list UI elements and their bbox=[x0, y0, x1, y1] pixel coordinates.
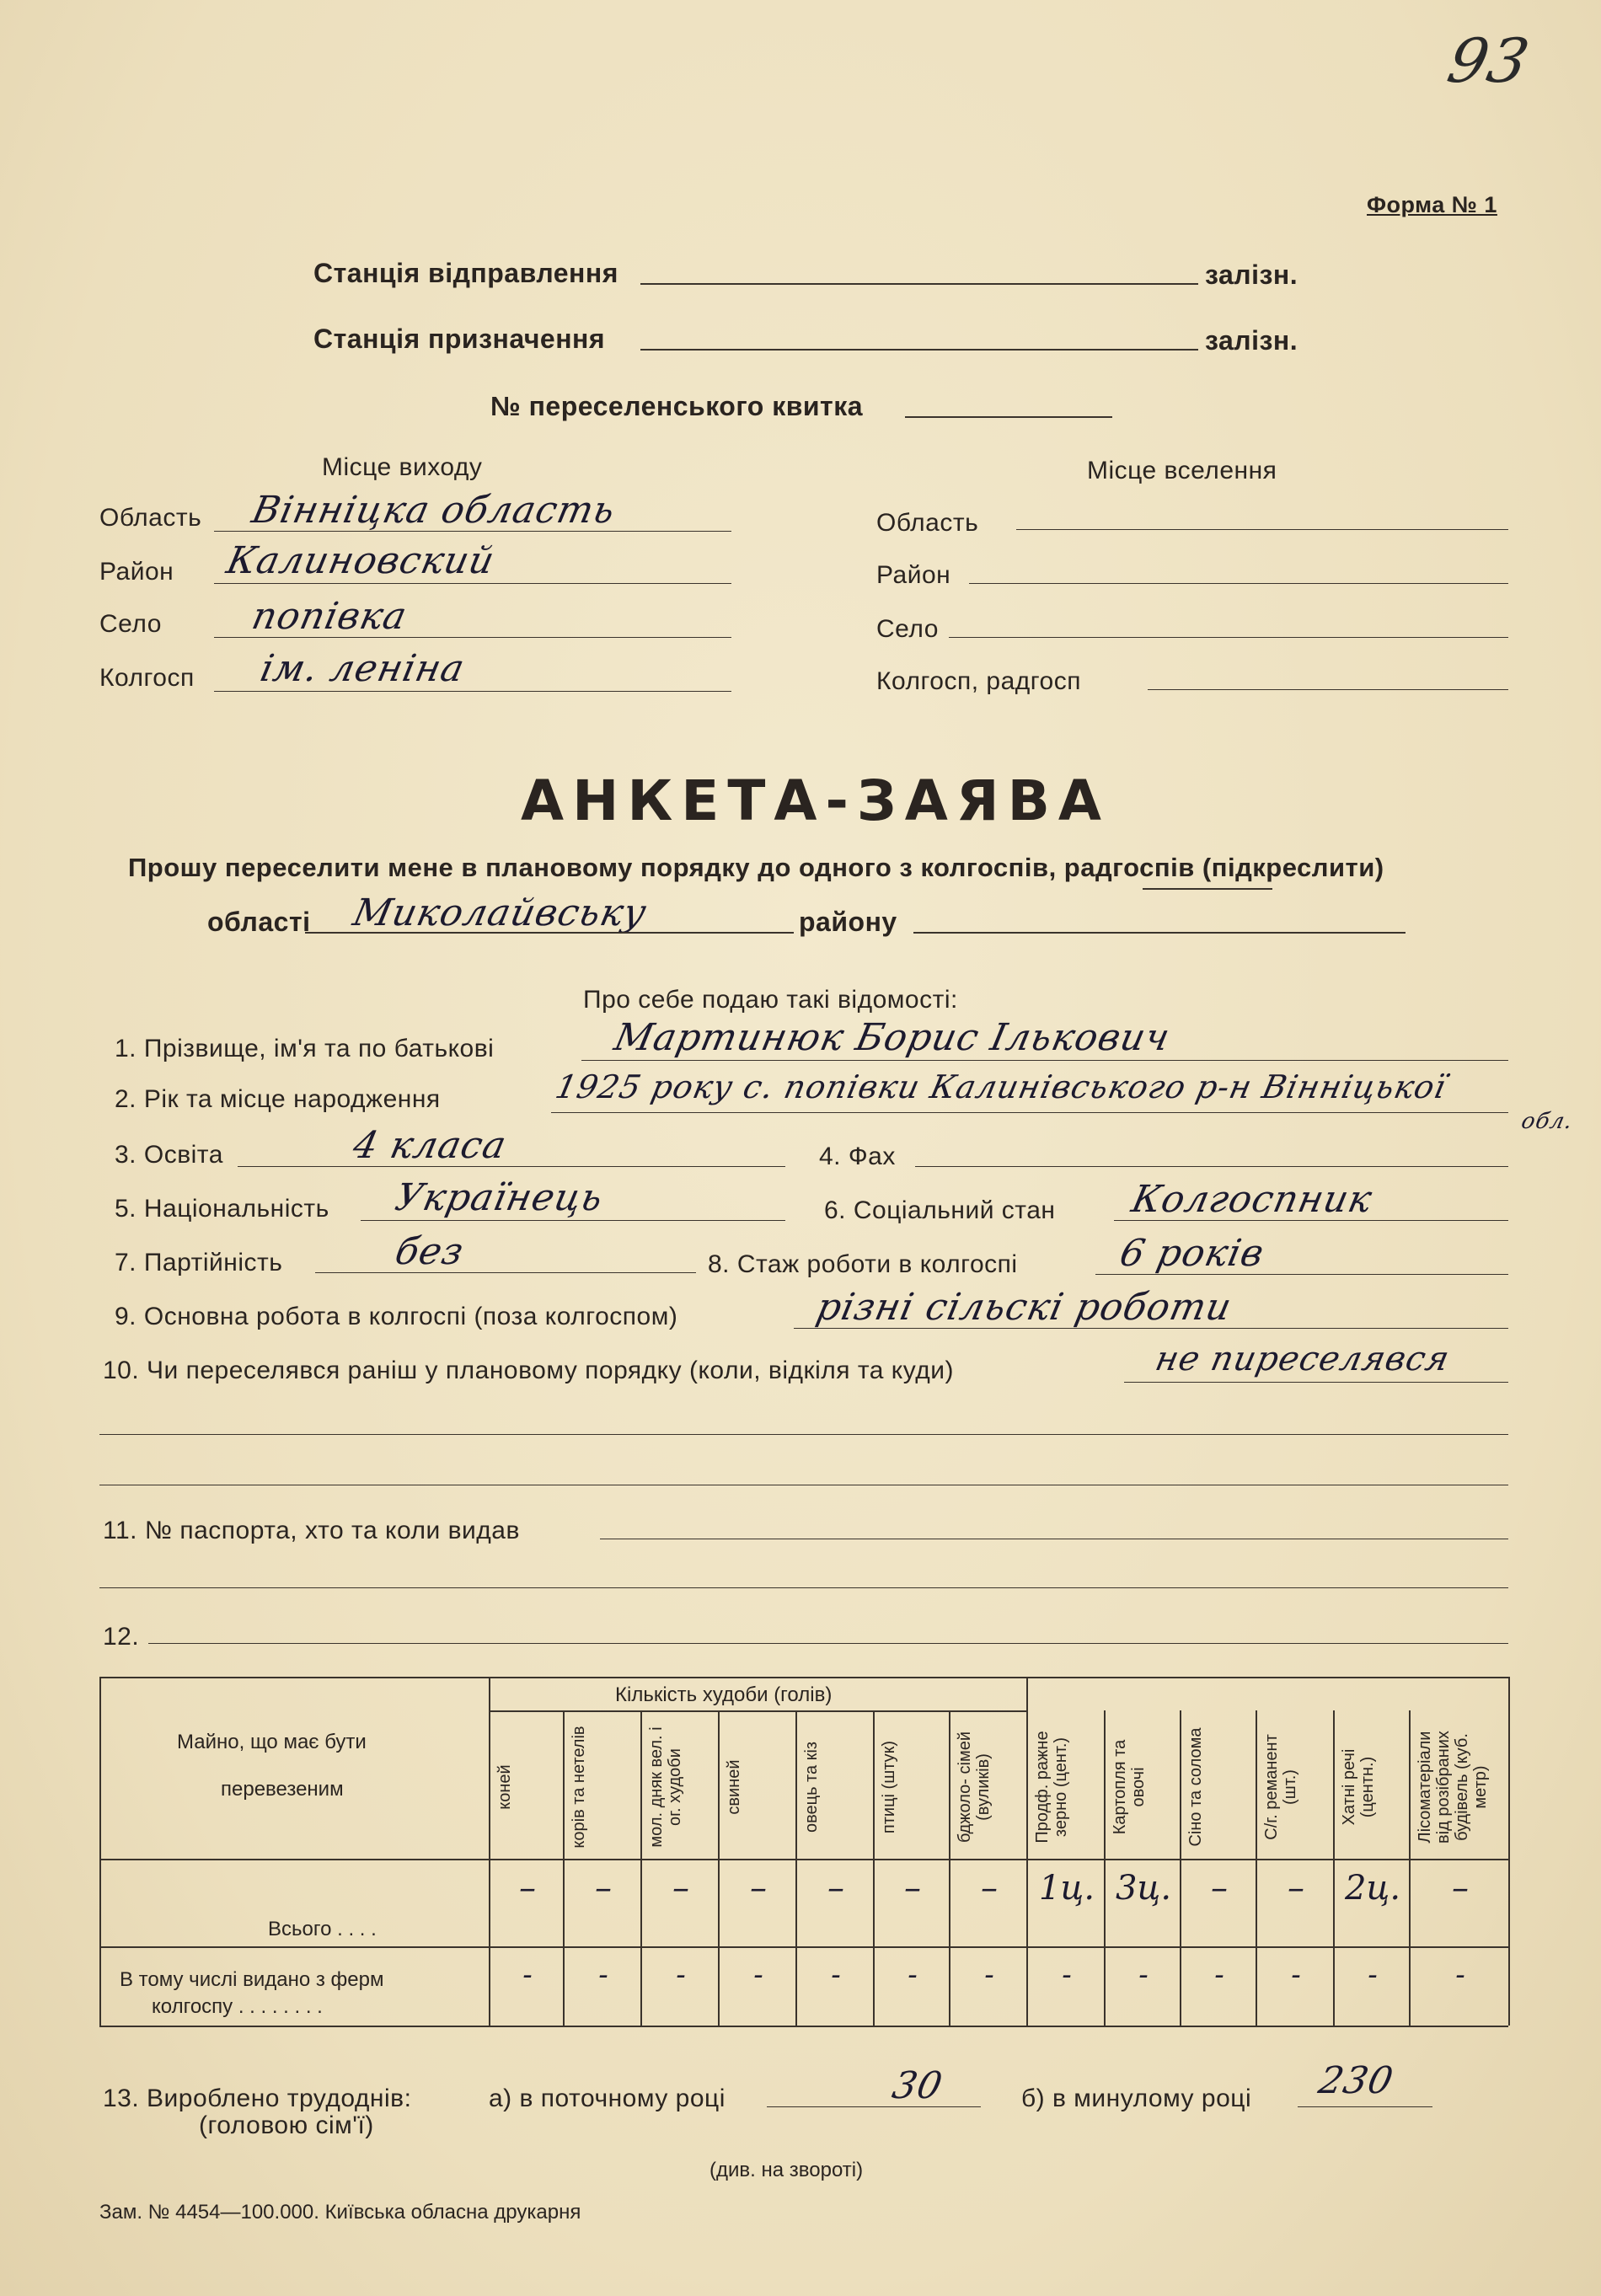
table-issued-value: - bbox=[1368, 1958, 1378, 1992]
oblast-label: області bbox=[207, 907, 311, 937]
table-column-divider bbox=[873, 1710, 875, 2026]
table-total-label: Всього . . . . bbox=[268, 1918, 377, 1940]
origin-district-line bbox=[214, 583, 731, 584]
intro-text: Про себе подаю такі відомості: bbox=[583, 986, 958, 1014]
table-total-value: 3ц. bbox=[1115, 1869, 1172, 1908]
workdays-previous-value: 230 bbox=[1315, 2059, 1398, 2102]
raion-line bbox=[913, 932, 1406, 934]
table-top-border bbox=[99, 1677, 1508, 1678]
table-column-header: бджоло- сімей (вуликів) bbox=[956, 1731, 993, 1844]
field-1-label: 1. Прізвище, ім'я та по батькові bbox=[115, 1035, 495, 1062]
field-3-label: 3. Освіта bbox=[115, 1141, 223, 1169]
table-issued-value: - bbox=[984, 1958, 994, 1992]
field-12-label: 12. bbox=[103, 1623, 140, 1651]
destination-village-line bbox=[949, 637, 1508, 638]
origin-title: Місце виходу bbox=[322, 453, 483, 481]
departure-station-label: Станція відправлення bbox=[313, 258, 618, 288]
destination-district-line bbox=[969, 583, 1508, 584]
table-issued-label-1: В тому числі видано з ферм bbox=[120, 1968, 384, 1991]
field-2-line bbox=[551, 1112, 1508, 1113]
table-issued-label-2: колгоспу . . . . . . . . bbox=[152, 1995, 323, 2018]
table-total-value: – bbox=[1452, 1869, 1469, 1908]
table-column-divider bbox=[795, 1710, 797, 2026]
workdays-label: 13. Вироблено трудоднів: bbox=[103, 2085, 412, 2112]
departure-railway-label: залізн. bbox=[1205, 260, 1298, 290]
form-label: Форма № 1 bbox=[1367, 192, 1497, 217]
field-6-value: Колгоспник bbox=[1127, 1178, 1377, 1221]
field-10-line bbox=[1124, 1382, 1508, 1383]
table-total-value: – bbox=[750, 1869, 767, 1908]
table-total-value: – bbox=[519, 1869, 536, 1908]
origin-region-label: Область bbox=[99, 504, 202, 532]
table-header-bottom bbox=[99, 1859, 1508, 1860]
origin-kolkhoz-line bbox=[214, 691, 731, 692]
field-6-line bbox=[1114, 1220, 1508, 1221]
table-column-divider bbox=[489, 1677, 490, 2026]
field-4-label: 4. Фах bbox=[819, 1143, 896, 1170]
table-column-divider bbox=[1256, 1710, 1257, 2026]
table-issued-value: - bbox=[1138, 1958, 1149, 1992]
table-column-header: мол. дняк вел. і ог. худоби bbox=[647, 1726, 684, 1848]
table-total-value: 1ц. bbox=[1038, 1869, 1095, 1908]
field-5-label: 5. Національність bbox=[115, 1195, 329, 1223]
table-issued-value: - bbox=[1291, 1958, 1301, 1992]
destination-title: Місце вселення bbox=[1087, 457, 1277, 484]
table-left-border bbox=[99, 1677, 101, 2026]
workdays-sublabel: (головою сім'ї) bbox=[199, 2111, 374, 2139]
field-5-line bbox=[361, 1220, 785, 1221]
field-11-label: 11. № паспорта, хто та коли видав bbox=[103, 1517, 520, 1544]
origin-region-value: Вінніцка область bbox=[248, 489, 619, 532]
origin-kolkhoz-label: Колгосп bbox=[99, 664, 195, 692]
table-column-divider bbox=[1180, 1710, 1181, 2026]
table-total-value: 2ц. bbox=[1344, 1869, 1401, 1908]
table-total-value: – bbox=[981, 1869, 998, 1908]
table-column-divider bbox=[718, 1710, 720, 2026]
table-total-bottom bbox=[99, 1946, 1508, 1948]
table-column-header: коней bbox=[495, 1764, 514, 1810]
page-title: АНКЕТА-ЗАЯВА bbox=[521, 768, 1111, 833]
oblast-line bbox=[305, 932, 794, 934]
workdays-previous-line bbox=[1298, 2106, 1432, 2107]
ticket-number-label: № переселенського квитка bbox=[490, 391, 864, 421]
table-bottom-border bbox=[99, 2026, 1508, 2027]
destination-station-line bbox=[640, 349, 1198, 351]
field-3-value: 4 класа bbox=[349, 1124, 511, 1167]
table-total-value: – bbox=[1288, 1869, 1304, 1908]
field-8-line bbox=[1095, 1274, 1508, 1275]
destination-village-label: Село bbox=[876, 615, 939, 643]
field-7-value: без bbox=[391, 1230, 469, 1273]
field-9-value: різні сільскі роботи bbox=[812, 1286, 1236, 1329]
table-total-value: – bbox=[904, 1869, 921, 1908]
table-column-header: птиці (штук) bbox=[880, 1740, 898, 1834]
table-column-header: Хатні речі (центн.) bbox=[1340, 1748, 1377, 1826]
radgosp-underline bbox=[1143, 888, 1272, 890]
table-column-divider bbox=[1333, 1710, 1335, 2026]
field-4-line bbox=[915, 1166, 1508, 1167]
table-issued-value: - bbox=[908, 1958, 918, 1992]
table-issued-value: - bbox=[831, 1958, 841, 1992]
field-10-value: не пиреселявся bbox=[1152, 1340, 1454, 1378]
workdays-current-label: а) в поточному році bbox=[489, 2085, 726, 2112]
destination-district-label: Район bbox=[876, 561, 951, 589]
table-column-header: овець та кіз bbox=[802, 1741, 821, 1833]
table-issued-value: - bbox=[1062, 1958, 1072, 1992]
field-1-value: Мартинюк Борис Ількович bbox=[610, 1016, 1175, 1059]
origin-region-line bbox=[214, 531, 731, 532]
workdays-previous-label: б) в минулому році bbox=[1021, 2085, 1252, 2112]
table-column-divider bbox=[1026, 1677, 1028, 2026]
table-total-value: – bbox=[827, 1869, 844, 1908]
workdays-current-value: 30 bbox=[888, 2064, 947, 2107]
field-5-value: Українець bbox=[391, 1176, 608, 1219]
table-total-value: – bbox=[595, 1869, 612, 1908]
table-column-header: Лісоматеріали від розібраних будівель (куб. метр) bbox=[1416, 1731, 1490, 1844]
field-10-line-2 bbox=[99, 1434, 1508, 1435]
field-2-value: 1925 року с. попівки Калинівського р-н Вінніцької bbox=[552, 1068, 1450, 1105]
table-column-divider bbox=[949, 1710, 950, 2026]
field-8-value: 6 років bbox=[1116, 1232, 1269, 1275]
destination-region-line bbox=[1016, 529, 1508, 530]
table-column-divider bbox=[1409, 1710, 1411, 2026]
table-column-divider bbox=[1508, 1677, 1510, 2026]
livestock-header: Кількість худоби (голів) bbox=[615, 1683, 833, 1706]
raion-label: району bbox=[799, 907, 897, 937]
field-10-label: 10. Чи переселявся раніш у плановому порядку (коли, відкіля та куди) bbox=[103, 1357, 955, 1384]
field-8-label: 8. Стаж роботи в колгоспі bbox=[708, 1250, 1018, 1278]
table-column-divider bbox=[1104, 1710, 1106, 2026]
destination-kolkhoz-label: Колгосп, радгосп bbox=[876, 667, 1081, 695]
field-7-label: 7. Партійність bbox=[115, 1249, 283, 1276]
printer-imprint: Зам. № 4454—100.000. Київська обласна друкарня bbox=[99, 2201, 581, 2224]
destination-station-label: Станція призначення bbox=[313, 324, 606, 354]
table-column-header: свиней bbox=[725, 1759, 743, 1815]
request-text: Прошу переселити мене в плановому порядку до одного з колгоспів, радгоспів (підкреслити) bbox=[128, 853, 1384, 882]
table-column-divider bbox=[640, 1710, 642, 2026]
field-7-line bbox=[315, 1272, 696, 1273]
table-column-header: Картопля та овочі bbox=[1111, 1739, 1148, 1835]
ticket-number-line bbox=[905, 416, 1112, 418]
oblast-value: Миколайвську bbox=[349, 891, 651, 934]
livestock-header-line bbox=[489, 1710, 1026, 1712]
table-total-value: – bbox=[1211, 1869, 1228, 1908]
origin-district-label: Район bbox=[99, 558, 174, 586]
destination-kolkhoz-line bbox=[1148, 689, 1508, 690]
destination-railway-label: залізн. bbox=[1205, 325, 1298, 356]
table-column-header: Сіно та солома bbox=[1186, 1727, 1205, 1847]
field-2-overflow: обл. bbox=[1518, 1109, 1576, 1134]
field-9-line bbox=[794, 1328, 1508, 1329]
field-3-line bbox=[238, 1166, 785, 1167]
field-2-label: 2. Рік та місце народження bbox=[115, 1085, 441, 1113]
departure-station-line bbox=[640, 283, 1198, 285]
see-reverse: (див. на звороті) bbox=[709, 2159, 864, 2181]
table-issued-value: - bbox=[676, 1958, 686, 1992]
origin-district-value: Калиновский bbox=[222, 539, 499, 582]
table-column-header: С/г. реманент (шт.) bbox=[1262, 1734, 1299, 1840]
origin-village-line bbox=[214, 637, 731, 638]
table-column-header: Продф. ражне зерно (цент.) bbox=[1033, 1731, 1070, 1844]
origin-kolkhoz-value: ім. леніна bbox=[256, 647, 469, 690]
table-issued-value: - bbox=[1214, 1958, 1224, 1992]
destination-region-label: Область bbox=[876, 509, 979, 537]
origin-village-value: попівка bbox=[248, 595, 411, 638]
table-column-divider bbox=[563, 1710, 565, 2026]
field-1-line bbox=[581, 1060, 1508, 1061]
workdays-current-line bbox=[767, 2106, 981, 2107]
table-property-label-2: перевезеним bbox=[221, 1778, 344, 1801]
table-issued-value: - bbox=[598, 1958, 608, 1992]
table-issued-value: - bbox=[1455, 1958, 1465, 1992]
table-issued-value: - bbox=[753, 1958, 763, 1992]
table-column-header: корів та нетелів bbox=[570, 1726, 588, 1849]
table-property-label-1: Майно, що має бути bbox=[177, 1731, 367, 1753]
origin-village-label: Село bbox=[99, 610, 162, 638]
field-6-label: 6. Соціальний стан bbox=[824, 1196, 1056, 1224]
table-total-value: – bbox=[672, 1869, 689, 1908]
field-12-line bbox=[148, 1643, 1508, 1644]
table-issued-value: - bbox=[522, 1958, 533, 1992]
archive-number: 93 bbox=[1442, 25, 1536, 96]
field-11-line-2 bbox=[99, 1587, 1508, 1588]
field-9-label: 9. Основна робота в колгоспі (поза колгоспом) bbox=[115, 1303, 678, 1330]
